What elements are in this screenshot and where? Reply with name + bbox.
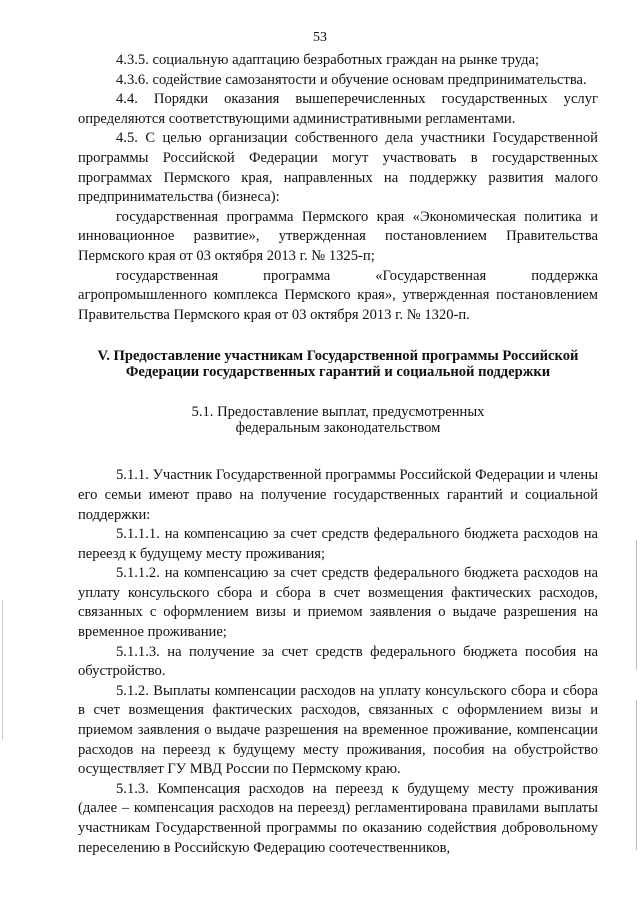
section-title-line-2: Федерации государственных гарантий и социальной поддержки <box>125 364 551 381</box>
scan-edge-right <box>636 540 637 670</box>
paragraph-4-3-6: 4.3.6. содействие самозанятости и обучение основам предпринимательства. <box>116 71 587 88</box>
paragraph-4-3-5: 4.3.5. социальную адаптацию безработных граждан на рынке труда; <box>116 52 540 68</box>
subsection-title-line-1: 5.1. Предоставление выплат, предусмотренных <box>191 404 485 421</box>
section-title <box>78 348 598 380</box>
paragraph-5-1-3: 5.1.3. Компенсация расходов на переезд к будущему месту проживания (далее – компенсация расходов на переезд) регламентирована правилами выплаты участникам Государственной программы по оказанию содействия добровольному переселению в Российскую Федерацию соотечественников, <box>78 780 598 856</box>
paragraph-5-1-1-1: 5.1.1.1. на компенсацию за счет средств федерального бюджета расходов на переезд к будущему месту проживания; <box>78 526 598 562</box>
document-body <box>78 51 598 858</box>
scan-edge-right-lower <box>636 700 637 850</box>
paragraph-5-1-1-3: 5.1.1.3. на получение за счет средств федерального бюджета пособия на обустройство. <box>78 643 598 680</box>
paragraph-4-4: 4.4. Порядки оказания вышеперечисленных государственных услуг определяются соответствующими административными регламентами. <box>78 91 598 127</box>
page-number: 53 <box>313 30 327 45</box>
subsection-title-line-2: федеральным законодательством <box>235 420 441 437</box>
scan-edge-left <box>2 600 3 740</box>
paragraph-5-1-1-2: 5.1.1.2. на компенсацию за счет средств федерального бюджета расходов на уплату консульского сбора и сбора в счет возмещения фактических расходов, связанных с оформлением визы и приемом заявления о выдаче разрешения на временное проживание; <box>78 565 598 641</box>
section-title-line-1: V. Предоставление участникам Государственной программы Российской <box>97 348 579 365</box>
paragraph-program-agro: государственная программа «Государственная поддержка агропромышленного комплекса Пермского края», утвержденная постановлением Правительства Пермского края от 03 октября 2013 г. № 1320-п. <box>78 267 598 323</box>
paragraph-5-1-1: 5.1.1. Участник Государственной программы Российской Федерации и члены его семьи имеют право на получение государственных гарантий и социальной поддержки: <box>78 467 598 523</box>
paragraph-5-1-2: 5.1.2. Выплаты компенсации расходов на уплату консульского сбора и сбора в счет возмещения фактических расходов, связанных с оформлением визы и приемом заявления о выдаче разрешения на временное проживание, компенсации расходов на переезд к будущему месту проживания, пособия на обустройство осуществляет ГУ МВД России по Пермскому краю. <box>78 682 598 778</box>
paragraph-program-economic: государственная программа Пермского края «Экономическая политика и инновационное развитие», утвержденная постановлением Правительства Пермского края от 03 октября 2013 г. № 1325-п; <box>78 208 598 264</box>
subsection-title <box>78 404 598 436</box>
paragraph-4-5: 4.5. С целью организации собственного дела участники Государственной программы Российской Федерации могут участвовать в государственных программах Пермского края, направленных на поддержку развития малого предпринимательства (бизнеса): <box>78 130 598 206</box>
